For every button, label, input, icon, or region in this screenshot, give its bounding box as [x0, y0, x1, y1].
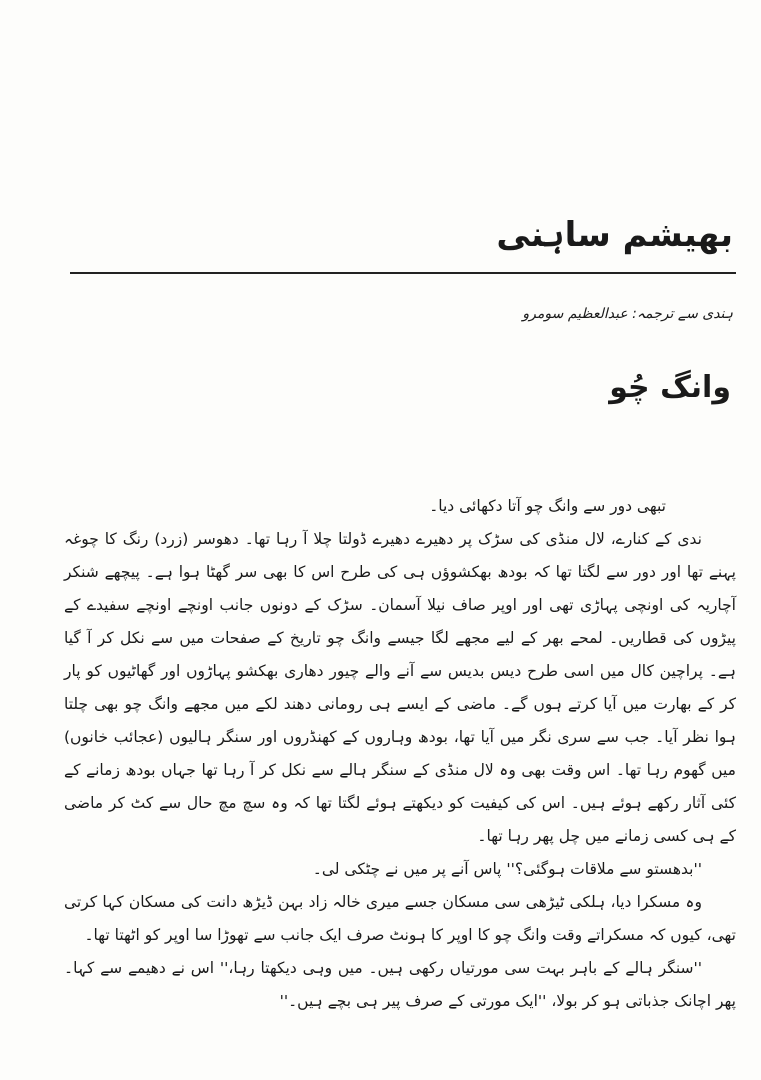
story-body: [64, 490, 736, 1018]
translator-credit: ہندی سے ترجمہ: عبدالعظیم سومرو: [522, 306, 733, 322]
paragraph: ندی کے کنارے، لال منڈی کی سڑک پر دھیرے دھیرے ڈولتا چلا آ رہا تھا۔ دھوسر (زرد) رنگ کا چوغہ پہنے تھا اور دور سے لگتا تھا کہ بودھ بھکشوؤں ہی کی طرح اس کا بھی سر گھٹا ہوا ہے۔ پیچھے شنکر آچاریہ کی اونچی پہاڑی تھی اور اوپر صاف نیلا آسمان۔ سڑک کے دونوں جانب اونچے اونچے سفیدے کے پیڑوں کی قطاریں۔ لمحے بھر کے لیے مجھے لگا جیسے وانگ چو تاریخ کے صفحات میں سے نکل کر آ گیا ہے۔ پراچین کال میں اسی طرح دیس بدیس سے آنے والے چیور دھاری بھکشو پہاڑوں اور گھاٹیوں کو پار کر کے بھارت میں آیا کرتے ہوں گے۔ ماضی کے ایسے ہی رومانی دھند لکے میں مجھے وانگ چو بھی چلتا ہوا نظر آیا۔ جب سے سری نگر میں آیا تھا، بودھ وہاروں کے کھنڈروں اور سنگر ہالیوں (عجائب خانوں) میں گھوم رہا تھا۔ اس وقت بھی وہ لال منڈی کے سنگر ہالے سے نکل کر آ رہا تھا جہاں بودھ زمانے کے کئی آثار رکھے ہوئے ہیں۔ اس کی کیفیت کو دیکھتے ہوئے لگتا تھا کہ وہ سچ مچ حال سے کٹ کر ماضی کے ہی کسی زمانے میں چل پھر رہا تھا۔: [64, 530, 736, 845]
header-divider: [70, 272, 736, 274]
story-title: وانگ چُو: [609, 370, 731, 405]
paragraph: وہ مسکرا دیا، ہلکی ٹیڑھی سی مسکان جسے میری خالہ زاد بہن ڈیڑھ دانت کی مسکان کہا کرتی تھی، کیوں کہ مسکراتے وقت وانگ چو کا اوپر کا ہونٹ صرف ایک جانب سے تھوڑا سا اوپر کو اٹھتا تھا۔: [64, 893, 736, 944]
paragraph: تبھی دور سے وانگ چو آتا دکھائی دیا۔: [429, 497, 666, 515]
paragraph: ''سنگر ہالے کے باہر بہت سی مورتیاں رکھی ہیں۔ میں وہی دیکھتا رہا،'' اس نے دھیمے سے کہا۔ پھر اچانک جذباتی ہو کر بولا، ''ایک مورتی کے صرف پیر ہی بچے ہیں۔'': [64, 959, 736, 1010]
paragraph: ''بدھستو سے ملاقات ہوگئی؟'' پاس آنے پر میں نے چٹکی لی۔: [312, 860, 702, 878]
author-name: بھیشم ساہنی: [496, 215, 733, 255]
